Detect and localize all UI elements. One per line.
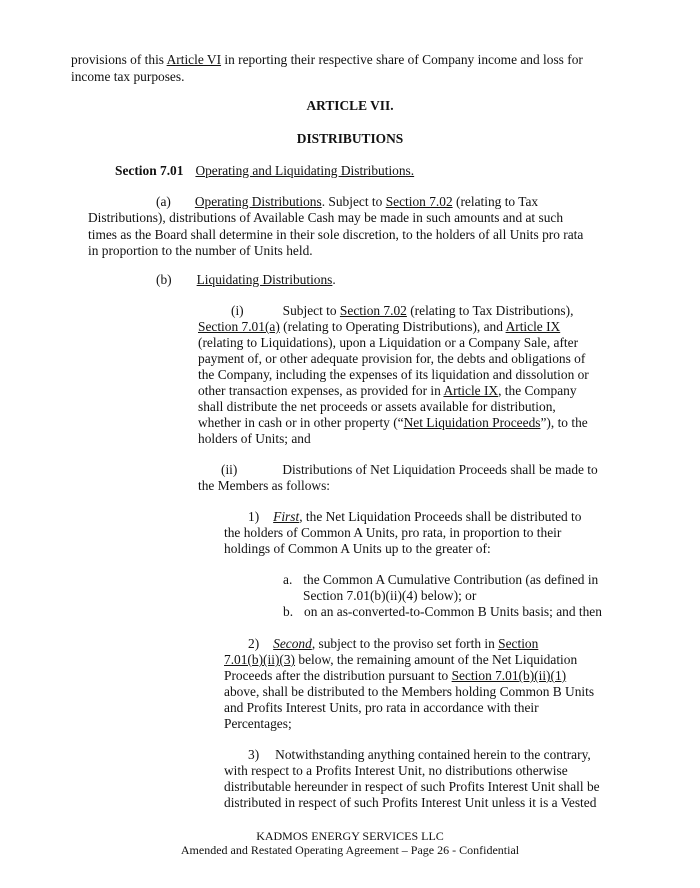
- para-i-line-2: Section 7.01(a) (relating to Operating Distributions), and Article IX: [198, 319, 561, 334]
- para-a-line-2: Distributions), distributions of Available Cash may be made in such amounts and at such: [88, 210, 564, 225]
- section-heading: [115, 163, 414, 179]
- item-2-line-3: Proceeds after the distribution pursuant to Section 7.01(b)(ii)(1): [224, 668, 567, 683]
- item-3-line-2: with respect to a Profits Interest Unit, no distributions otherwise: [224, 763, 568, 778]
- item-1-line-2: the holders of Common A Units, pro rata, in proportion to their: [224, 525, 562, 540]
- item-1-line-1: 1) First, the Net Liquidation Proceeds shall be distributed to: [248, 509, 582, 524]
- sub-a-line-2: Section 7.01(b)(ii)(4) below); or: [303, 588, 477, 603]
- article-heading: ARTICLE VII.: [306, 98, 394, 113]
- para-a-line-3: times as the Board shall determine in their sole discretion, to the holders of all Units pro rata: [88, 227, 584, 242]
- intro-line-2: income tax purposes.: [71, 69, 185, 84]
- item-3-line-3: distributable hereunder in respect of such Profits Interest Unit shall be: [224, 779, 600, 794]
- item-3-line-4: distributed in respect of such Profits Interest Unit unless it is a Vested: [224, 795, 597, 810]
- para-i-line-4: payment of, or other adequate provision for, the debts and obligations of: [198, 351, 586, 366]
- para-i-line-1: (i) Subject to Section 7.02 (relating to Tax Distributions),: [231, 303, 574, 318]
- para-a-heading: Operating Distributions: [194, 194, 322, 209]
- para-i-line-8: whether in cash or in other property (“Net Liquidation Proceeds”), to the: [198, 415, 588, 430]
- para-i-line-7: shall distribute the net proceeds or assets available for distribution,: [198, 399, 556, 414]
- footer-company: KADMOS ENERGY SERVICES LLC: [256, 829, 444, 843]
- footer-page-line: Amended and Restated Operating Agreement – Page 26 - Confidential: [180, 843, 520, 857]
- item-2-line-1: 2) Second, subject to the proviso set forth in Section: [248, 636, 539, 651]
- item-2-line-5: and Profits Interest Units, pro rata in accordance with their: [224, 700, 539, 715]
- section-title: Operating and Liquidating Distributions.: [195, 163, 415, 178]
- para-i-line-3: (relating to Liquidations), upon a Liquidation or a Company Sale, after: [198, 335, 579, 350]
- para-i-line-9: holders of Units; and: [198, 431, 311, 446]
- item-2-line-4: above, shall be distributed to the Members holding Common B Units: [224, 684, 595, 699]
- section-number: Section 7.01: [115, 163, 184, 178]
- item-3-line-1: 3) Notwithstanding anything contained herein to the contrary,: [248, 747, 591, 762]
- intro-line-1: provisions of this Article VI in reporting their respective share of Company income and loss for: [71, 52, 583, 67]
- article-vi-reference: Article VI: [166, 52, 222, 67]
- para-ii-line-2: the Members as follows:: [198, 478, 331, 493]
- item-2-line-2: 7.01(b)(ii)(3) below, the remaining amount of the Net Liquidation: [224, 652, 578, 667]
- article-title: DISTRIBUTIONS: [296, 131, 404, 146]
- para-i-line-6: other transaction expenses, as provided for in Article IX, the Company: [198, 383, 577, 398]
- para-a-label: (a): [156, 194, 171, 209]
- item-2-line-6: Percentages;: [224, 716, 292, 731]
- item-1-line-3: holdings of Common A Units up to the greater of:: [224, 541, 491, 556]
- para-a-line-4: in proportion to the number of Units held.: [88, 243, 313, 258]
- para-a-line-1: (a) Operating Distributions. Subject to Section 7.02 (relating to Tax: [156, 194, 539, 209]
- para-ii-line-1: (ii) Distributions of Net Liquidation Proceeds shall be made to: [221, 462, 598, 477]
- sub-b-line-1: b. on an as-converted-to-Common B Units basis; and then: [283, 604, 602, 619]
- para-b-heading: (b) Liquidating Distributions.: [156, 272, 336, 287]
- para-i-line-5: the Company, including the expenses of its liquidation and dissolution or: [198, 367, 589, 382]
- sub-a-line-1: a. the Common A Cumulative Contribution (as defined in: [283, 572, 599, 587]
